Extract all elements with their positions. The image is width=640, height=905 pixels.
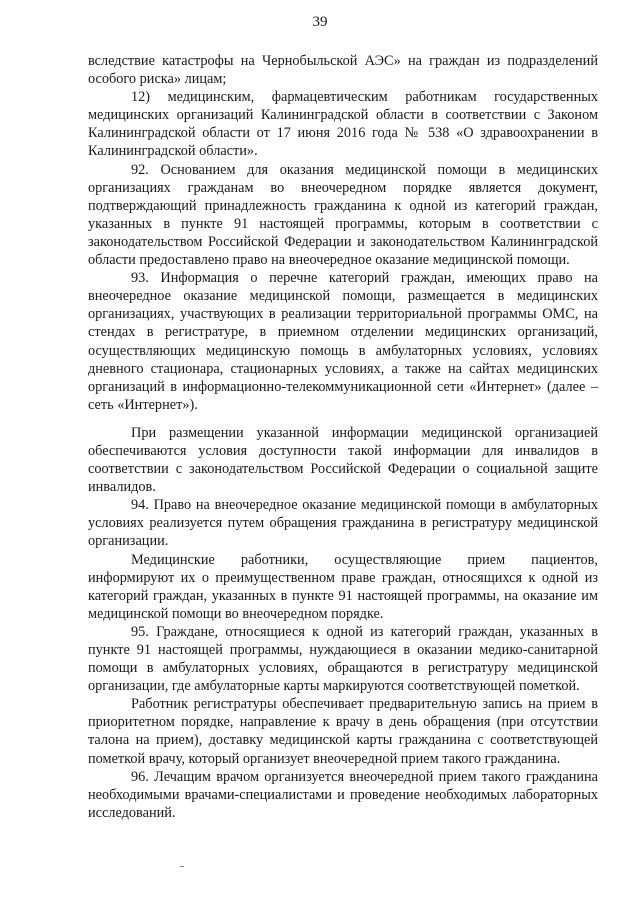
paragraph-94-medical-workers: Медицинские работники, осуществляющие прием пациентов, информируют их о преимущественном праве граждан, относящихся к одной из категорий граждан, указанных в пункте 91 настоящей программы, на оказание им медицинской помощи во внеочередном порядке. (88, 551, 598, 622)
paragraph-94: 94. Право на внеочередное оказание медицинской помощи в амбулаторных условиях реализуется путем обращения гражданина в регистратуру медицинской организации. (88, 497, 598, 550)
paragraph-92: 92. Основанием для оказания медицинской помощи в медицинских организациях гражданам во внеочередном порядке является документ, подтверждающий принадлежность гражданина к одной из категорий граждан, указанных в пункте 91 настоящей программы, которым в соответствии с законодательством Российской Федерации и законодательством Калининградской области предоставлено право на внеочередное оказание медицинской помощи. (88, 161, 598, 269)
document-body (88, 52, 598, 822)
paragraph-continuation: вследствие катастрофы на Чернобыльской АЭС» на граждан из подразделений особого риска» лицам; (88, 53, 598, 88)
scan-mark (180, 866, 184, 867)
paragraph-95-registry-worker: Работник регистратуры обеспечивает предварительную запись на прием в приоритетном порядке, направление к врачу в день обращения (при отсутствии талона на прием), доставку медицинской карты гражданина с соответствующей пометкой врачу, который организует внеочередной прием такого гражданина. (88, 696, 598, 767)
paragraph-96: 96. Лечащим врачом организуется внеочередной прием такого гражданина необходимыми врачами-специалистами и проведение необходимых лабораторных исследований. (88, 768, 598, 821)
paragraph-95: 95. Граждане, относящиеся к одной из категорий граждан, указанных в пункте 91 настоящей программы, нуждающиеся в оказании медико-санитарной помощи в амбулаторных условиях, обращаются в регистратуру медицинской организации, где амбулаторные карты маркируются соответствующей пометкой. (88, 623, 598, 695)
paragraph-93-accessibility: При размещении указанной информации медицинской организацией обеспечиваются условия доступности такой информации для инвалидов в соответствии с законодательством Российской Федерации о социальной защите инвалидов. (88, 424, 598, 496)
paragraph-93: 93. Информация о перечне категорий граждан, имеющих право на внеочередное оказание медицинской помощи, размещается в медицинских организациях, участвующих в реализации территориальной программы ОМС, на стендах в регистратуре, в приемном отделении медицинских организаций, осуществляющих медицинскую помощь в амбулаторных условиях, условиях дневного стационара, стационарных условиях, а также на сайтах медицинских организаций в информационно-телекоммуникационной сети «Интернет» (далее – сеть «Интернет»). (88, 270, 598, 413)
paragraph-item-12: 12) медицинским, фармацевтическим работникам государственных медицинских организаций Калининградской области в соответствии с Законом Калининградской области от 17 июня 2016 года № 538 «О здравоохранении в Калининградской области». (88, 89, 598, 160)
page-number: 39 (312, 14, 328, 30)
